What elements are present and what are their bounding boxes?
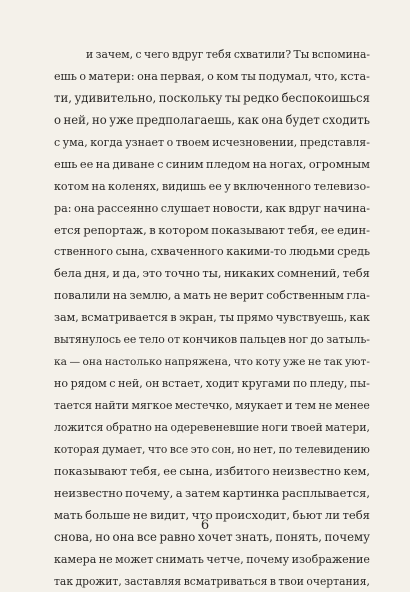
text-line: котом на коленях, видишь ее у включенного телевизо- (54, 176, 370, 198)
text-line: зам, всматривается в экран, ты прямо чувствуешь, как (54, 307, 370, 329)
text-line: которая думает, что все это сон, но нет, по телевидению (54, 439, 370, 461)
text-line: ется репортаж, в котором показывают тебя, ее един- (54, 220, 370, 242)
text-line: так дрожит, заставляя всматриваться в твои очертания, (54, 571, 370, 592)
text-line: но рядом с ней, он встает, ходит кругами по пледу, пы- (54, 373, 370, 395)
text-line: ственного сына, схваченного какими-то людьми средь (54, 241, 370, 263)
text-line: ка — она настолько напряжена, что коту уже не так уют- (54, 351, 370, 373)
text-line: ложится обратно на одеревеневшие ноги твоей матери, (54, 417, 370, 439)
text-line: повалили на землю, а мать не верит собственным гла- (54, 285, 370, 307)
text-line: снова, но она все равно хочет знать, понять, почему (54, 527, 370, 549)
text-line: ешь ее на диване с синим пледом на ногах, огромным (54, 154, 370, 176)
text-line: ешь о матери: она первая, о ком ты подумал, что, кста- (54, 66, 370, 88)
text-line: мать больше не видит, что происходит, бьют ли тебя (54, 505, 370, 527)
body-text (54, 44, 370, 592)
page-number: 6 (0, 518, 410, 534)
text-line: ра: она рассеянно слушает новости, как вдруг начина- (54, 198, 370, 220)
text-line: неизвестно почему, а затем картинка расплывается, (54, 483, 370, 505)
text-line: показывают тебя, ее сына, избитого неизвестно кем, (54, 461, 370, 483)
text-line: о ней, но уже предполагаешь, как она будет сходить (54, 110, 370, 132)
text-line: тается найти мягкое местечко, мяукает и тем не менее (54, 395, 370, 417)
text-line: камера не может снимать четче, почему изображение (54, 549, 370, 571)
text-line: и зачем, с чего вдруг тебя схватили? Ты вспомина- (54, 44, 370, 66)
text-line: с ума, когда узнает о твоем исчезновении, представля- (54, 132, 370, 154)
text-line: бела дня, и да, это точно ты, никаких сомнений, тебя (54, 263, 370, 285)
text-line: вытянулось ее тело от кончиков пальцев ног до затыль- (54, 329, 370, 351)
text-line: ти, удивительно, поскольку ты редко беспокоишься (54, 88, 370, 110)
